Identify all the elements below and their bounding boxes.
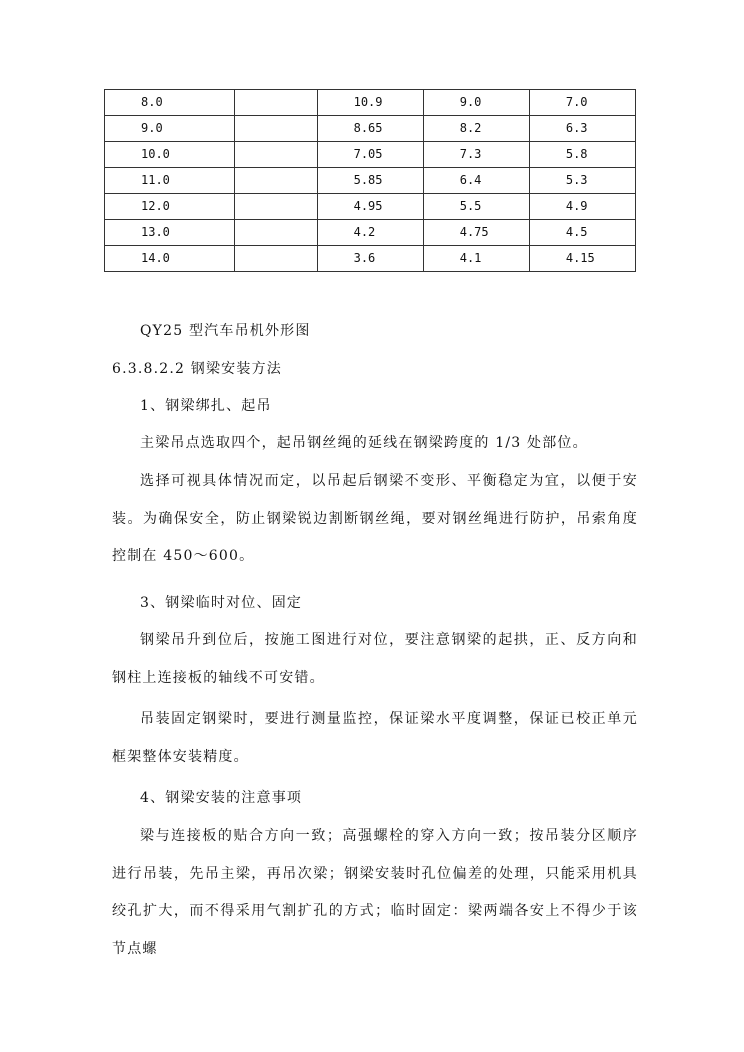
table-cell: 5.3 xyxy=(529,168,635,194)
table-cell: 5.5 xyxy=(423,194,529,220)
crane-capacity-table xyxy=(104,89,636,272)
table-cell xyxy=(234,90,317,116)
table-cell: 10.9 xyxy=(317,90,423,116)
paragraph-lifting-points: 主梁吊点选取四个，起吊钢丝绳的延线在钢梁跨度的 1/3 处部位。 xyxy=(140,435,588,451)
table-cell xyxy=(234,246,317,272)
table-cell: 3.6 xyxy=(317,246,423,272)
table-cell: 12.0 xyxy=(105,194,235,220)
table-cell: 4.9 xyxy=(529,194,635,220)
table-row xyxy=(105,220,636,246)
step-heading-binding-lifting: 1、钢梁绑扎、起吊 xyxy=(140,398,272,414)
table-row xyxy=(105,194,636,220)
paragraph-protection: 选择可视具体情况而定，以吊起后钢梁不变形、平衡稳定为宜，以便于安装。为确保安全，防止钢梁锐边割断钢丝绳，要对钢丝绳进行防护，吊索角度控制在 450～600。 xyxy=(112,473,638,564)
table-cell: 4.2 xyxy=(317,220,423,246)
table-cell: 4.5 xyxy=(529,220,635,246)
table-cell: 13.0 xyxy=(105,220,235,246)
table-cell: 5.8 xyxy=(529,142,635,168)
table-cell: 6.4 xyxy=(423,168,529,194)
section-heading: 6.3.8.2.2 钢梁安装方法 xyxy=(112,361,282,377)
table-cell: 8.65 xyxy=(317,116,423,142)
paragraph-measurement: 吊装固定钢梁时，要进行测量监控，保证梁水平度调整，保证已校正单元框架整体安装精度。 xyxy=(112,711,638,765)
table-cell: 4.1 xyxy=(423,246,529,272)
table-cell: 4.15 xyxy=(529,246,635,272)
table-cell: 7.0 xyxy=(529,90,635,116)
table-cell: 9.0 xyxy=(105,116,235,142)
table-cell: 11.0 xyxy=(105,168,235,194)
table-cell xyxy=(234,220,317,246)
table-cell: 7.05 xyxy=(317,142,423,168)
paragraph-alignment: 钢梁吊升到位后，按施工图进行对位，要注意钢梁的起拱，正、反方向和钢柱上连接板的轴线不可安错。 xyxy=(112,632,638,686)
table-cell xyxy=(234,194,317,220)
table-cell: 6.3 xyxy=(529,116,635,142)
table-cell xyxy=(234,168,317,194)
table-cell xyxy=(234,116,317,142)
figure-caption: QY25 型汽车吊机外形图 xyxy=(140,323,311,339)
table-cell: 5.85 xyxy=(317,168,423,194)
table-cell: 10.0 xyxy=(105,142,235,168)
table-row xyxy=(105,90,636,116)
table-cell: 4.75 xyxy=(423,220,529,246)
table-cell: 8.0 xyxy=(105,90,235,116)
paragraph-precautions: 梁与连接板的贴合方向一致；高强螺栓的穿入方向一致；按吊装分区顺序进行吊装，先吊主梁，再吊次梁；钢梁安装时孔位偏差的处理，只能采用机具绞孔扩大，而不得采用气割扩孔的方式；临时固定：梁两端各安上不得少于该节点螺 xyxy=(112,828,638,957)
table-cell: 8.2 xyxy=(423,116,529,142)
step-heading-temporary-positioning: 3、钢梁临时对位、固定 xyxy=(140,595,303,611)
table-row xyxy=(105,116,636,142)
table-row xyxy=(105,246,636,272)
table-cell: 4.95 xyxy=(317,194,423,220)
table-row xyxy=(105,168,636,194)
table-row xyxy=(105,142,636,168)
table-cell: 7.3 xyxy=(423,142,529,168)
table-cell: 9.0 xyxy=(423,90,529,116)
table-cell xyxy=(234,142,317,168)
table-cell: 14.0 xyxy=(105,246,235,272)
step-heading-precautions: 4、钢梁安装的注意事项 xyxy=(140,790,303,806)
